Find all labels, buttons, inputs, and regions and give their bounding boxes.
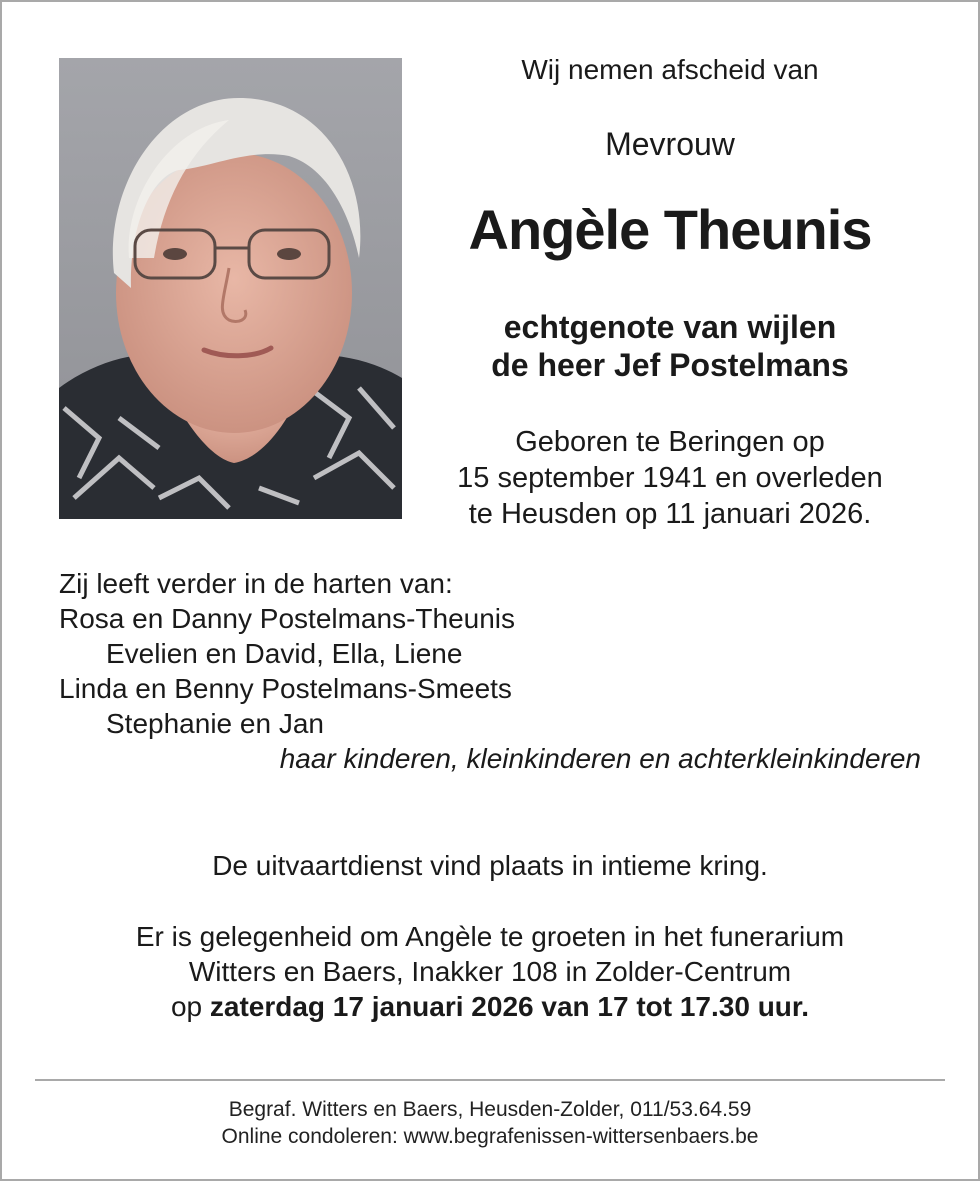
visit-when-line [0,989,980,1024]
deceased-name: Angèle Theunis [468,198,872,261]
undertaker-info: Begraf. Witters en Baers, Heusden-Zolder, 011/53.64.59 [228,1098,752,1121]
visitation-text [0,919,980,1024]
ceremony-text: De uitvaartdienst vind plaats in intieme kring. [212,850,768,881]
family-entry: Evelien en David, Ella, Liene [106,638,463,669]
footer-divider [35,1079,945,1081]
visit-prefix: op [170,991,203,1022]
condolence-link[interactable]: Online condoleren: www.begrafenissen-wittersenbaers.be [221,1125,759,1148]
family-section [59,566,929,776]
visit-line: Witters en Baers, Inakker 108 in Zolder-Centrum [188,956,792,987]
family-entry: Stephanie en Jan [106,708,324,739]
birth-death-text [420,424,920,532]
portrait-photo [59,58,402,519]
spouse-line: de heer Jef Postelmans [491,347,849,383]
birth-line: 15 september 1941 en overleden [457,462,883,494]
intro-text: Wij nemen afscheid van [521,54,819,85]
honorific: Mevrouw [605,126,735,162]
visit-datetime: zaterdag 17 januari 2026 van 17 tot 17.30 uur. [209,991,810,1022]
family-heading: Zij leeft verder in de harten van: [59,568,453,599]
birth-line: Geboren te Beringen op [515,426,825,458]
birth-line: te Heusden op 11 januari 2026. [468,498,872,530]
portrait-illustration [59,58,402,519]
footer [0,1096,980,1150]
visit-line: Er is gelegenheid om Angèle te groeten in het funerarium [135,921,845,952]
spouse-text [420,308,920,384]
family-entry: Linda en Benny Postelmans-Smeets [59,673,512,704]
family-relation: haar kinderen, kleinkinderen en achterkleinkinderen [279,743,921,774]
family-entry: Rosa en Danny Postelmans-Theunis [59,603,516,634]
spouse-line: echtgenote van wijlen [503,309,837,345]
